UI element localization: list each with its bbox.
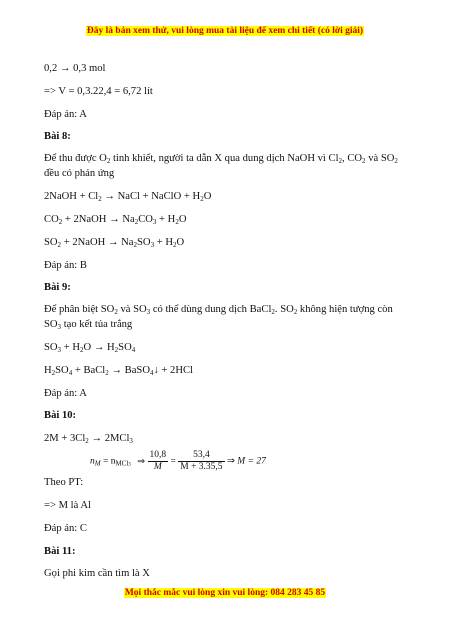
exercise-title: Bài 8: (44, 131, 71, 142)
text-line: => V = 0,3.22,4 = 6,72 lít (44, 86, 153, 97)
contact-notice-banner: Mọi thắc mắc vui lòng xin vui lòng: 084 283 45 85 (124, 588, 326, 598)
exercise-title: Bài 11: (44, 546, 76, 557)
answer-line: Đáp án: A (44, 388, 87, 399)
equation: 2NaOH + $Cl_2$ → NaCl + NaClO + $H_2O$ (44, 191, 212, 203)
text-line: Để phân biệt $SO_2$ và $SO_3$ có thể dùng dung dịch BaCl$_2$. $SO_2$ không hiện tượng còn (44, 304, 393, 316)
text-line: 0,2 → 0,3 mol (44, 63, 106, 74)
answer-line: Đáp án: B (44, 260, 87, 271)
exercise-title: Bài 10: (44, 410, 77, 421)
text-line: đều có phản ứng (44, 168, 115, 179)
equation: $SO_3 + H_2O \to H_2SO_4$ (44, 342, 136, 354)
formula: $n_M = n_{MCl3}$ ⇒ $\frac{10,8}{M}$ = $\frac{53,4}{M + 3.35,5}$ ⇒ M = 27 (90, 450, 266, 472)
equation: $CO_2$ + 2NaOH → $Na_2CO_3 + H_2O$ (44, 214, 187, 226)
answer-line: Đáp án: C (44, 523, 87, 534)
equation: $H_2SO_4$ + BaCl$_2$ → BaSO$_4$↓ + 2HCl (44, 365, 193, 377)
equation: $2M + 3Cl_2 \to 2MCl_3$ (44, 433, 133, 445)
text-line: Theo PT: (44, 477, 84, 488)
preview-notice-banner: Đây là bản xem thử, vui lòng mua tài liệu để xem chi tiết (có lời giải) (86, 26, 364, 36)
exercise-title: Bài 9: (44, 282, 71, 293)
text-line: Gọi phi kim cần tìm là X (44, 568, 150, 579)
text-line: $SO_3$ tạo kết tủa trắng (44, 319, 133, 331)
answer-line: Đáp án: A (44, 109, 87, 120)
text-line: => M là Al (44, 500, 91, 511)
equation: $SO_2$ + 2NaOH → $Na_2SO_3 + H_2O$ (44, 237, 185, 249)
text-line: Để thu được $O_2$ tinh khiết, người ta dẫn X qua dung dịch NaOH vì $Cl_2$, $CO_2$ và $SO_2$ (44, 153, 398, 165)
